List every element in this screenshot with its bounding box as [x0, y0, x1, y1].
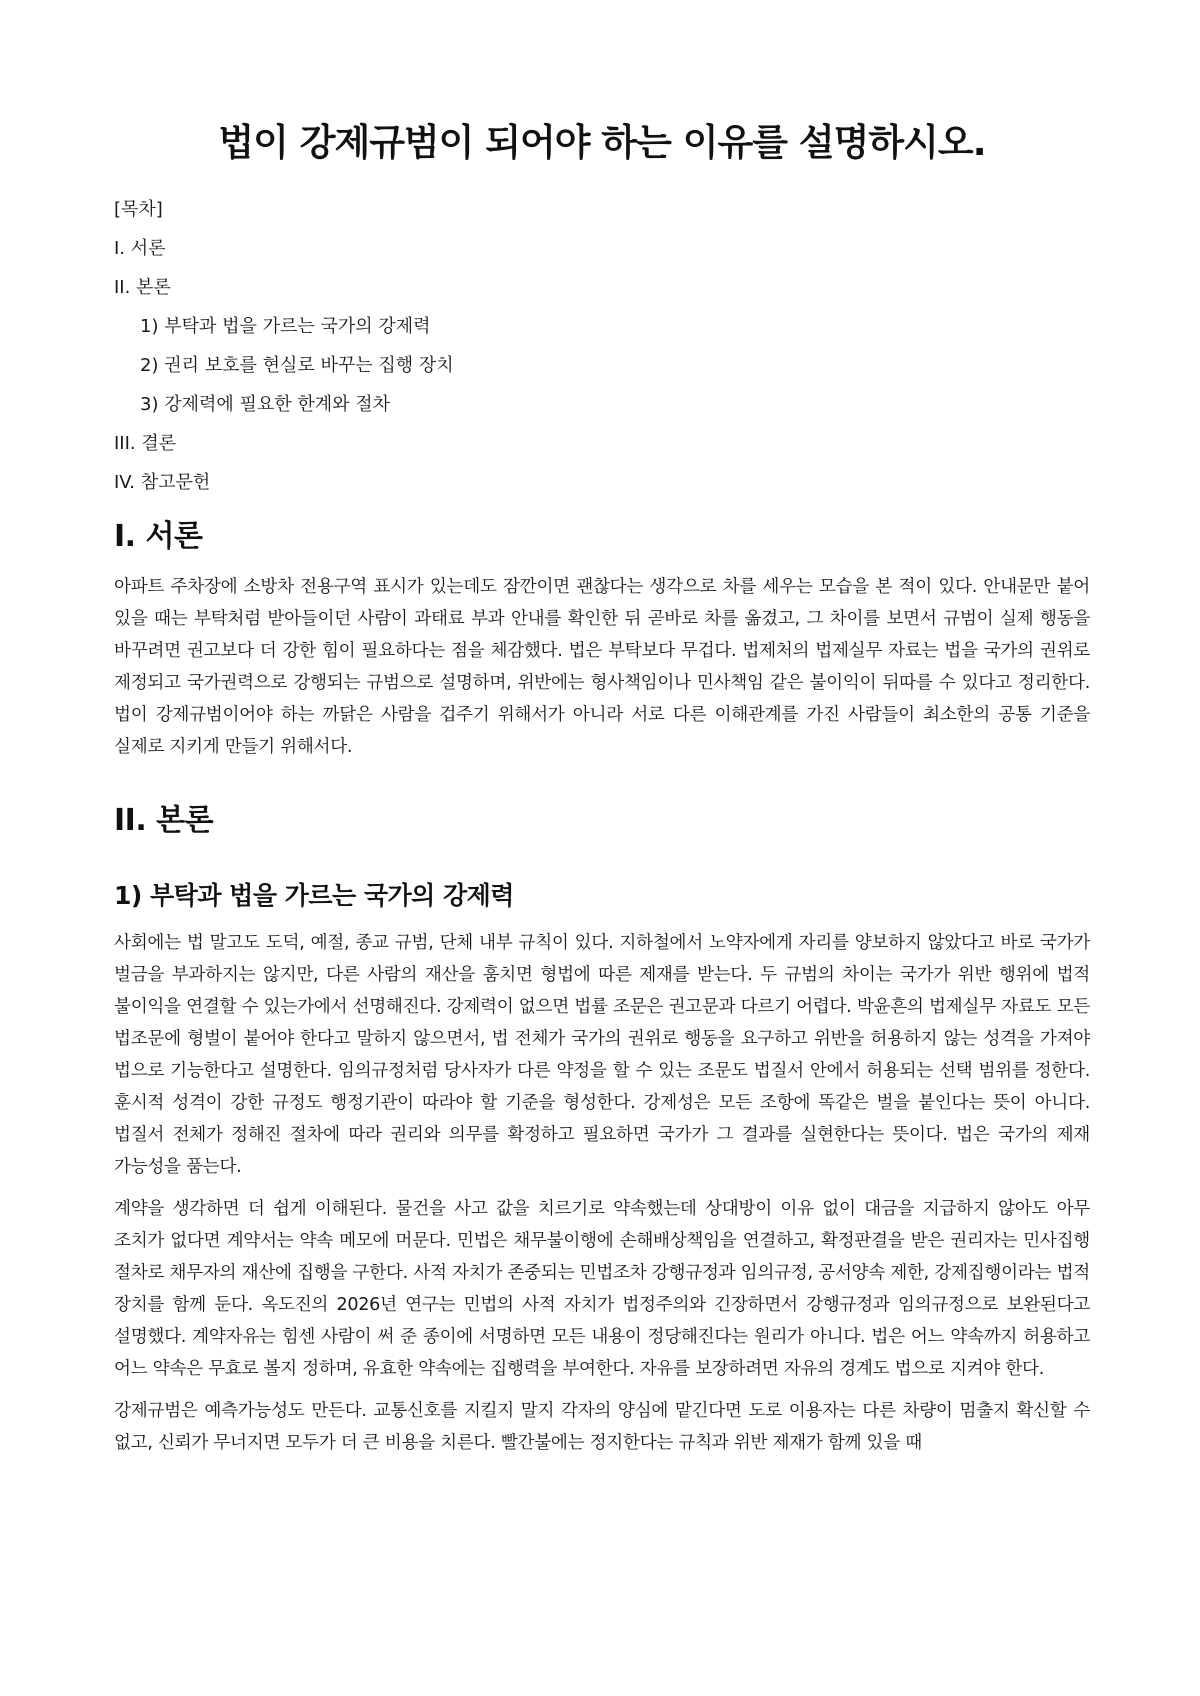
table-of-contents	[114, 198, 1090, 495]
toc-item-body-1: 1) 부탁과 법을 가르는 국가의 강제력	[140, 316, 431, 337]
section-heading-introduction: I. 서론	[114, 519, 203, 554]
body-paragraph-1: 사회에는 법 말고도 도덕, 예절, 종교 규범, 단체 내부 규칙이 있다. 지하철에서 노약자에게 자리를 양보하지 않았다고 바로 국가가 벌금을 부과하지는 않지만, 다른 사람의 재산을 훔치면 형법에 따른 제재를 받는다. 두 규범의 차이는 국가가 위반 행위에 법적 불이익을 연결할 수 있는가에서 선명해진다. 강제력이 없으면 법률 조문은 권고문과 다르기 어렵다. 박윤흔의 법제실무 자료도 모든 법조문에 형벌이 붙어야 한다고 말하지 않으면서, 법 전체가 국가의 권위로 행동을 요구하고 위반을 허용하지 않는 성격을 가져야 법으로 기능한다고 설명한다. 임의규정처럼 당사자가 다른 약정을 할 수 있는 조문도 법질서 안에서 허용되는 선택 범위를 정한다. 훈시적 성격이 강한 규정도 행정기관이 따라야 할 기준을 형성한다. 강제성은 모든 조항에 똑같은 벌을 붙인다는 뜻이 아니다. 법질서 전체가 정해진 절차에 따라 권리와 의무를 확정하고 필요하면 국가가 그 결과를 실현한다는 뜻이다. 법은 국가의 제재 가능성을 품는다.	[114, 933, 1090, 1177]
toc-item-body: II. 본론	[114, 277, 171, 298]
toc-item-body-3: 3) 강제력에 필요한 한계와 절차	[140, 394, 391, 415]
toc-heading: [목차]	[114, 199, 163, 220]
toc-item-conclusion: III. 결론	[114, 433, 177, 454]
toc-item-body-2: 2) 권리 보호를 현실로 바꾸는 집행 장치	[140, 355, 454, 376]
toc-item-references: IV. 참고문헌	[114, 472, 211, 493]
section-heading-body: II. 본론	[114, 803, 214, 838]
subsection-heading-1: 1) 부탁과 법을 가르는 국가의 강제력	[114, 881, 514, 910]
body-paragraph-3: 강제규범은 예측가능성도 만든다. 교통신호를 지킬지 말지 각자의 양심에 맡긴다면 도로 이용자는 다른 차량이 멈출지 확신할 수 없고, 신뢰가 무너지면 모두가 더 큰 비용을 치른다. 빨간불에는 정지한다는 규칙과 위반 제재가 함께 있을 때	[114, 1401, 1090, 1453]
body-paragraph-2: 계약을 생각하면 더 쉽게 이해된다. 물건을 사고 값을 치르기로 약속했는데 상대방이 이유 없이 대금을 지급하지 않아도 아무 조치가 없다면 계약서는 약속 메모에 머문다. 민법은 채무불이행에 손해배상책임을 연결하고, 확정판결을 받은 권리자는 민사집행 절차로 채무자의 재산에 집행을 구한다. 사적 자치가 존중되는 민법조차 강행규정과 임의규정, 공서양속 제한, 강제집행이라는 법적 장치를 함께 둔다. 옥도진의 2026년 연구는 민법의 사적 자치가 법정주의와 긴장하면서 강행규정과 임의규정으로 보완된다고 설명했다. 계약자유는 힘센 사람이 써 준 종이에 서명하면 모든 내용이 정당해진다는 원리가 아니다. 법은 어느 약속까지 허용하고 어느 약속은 무효로 볼지 정하며, 유효한 약속에는 집행력을 부여한다. 자유를 보장하려면 자유의 경계도 법으로 지켜야 한다.	[114, 1199, 1090, 1379]
toc-item-introduction: I. 서론	[114, 238, 166, 259]
document-title: 법이 강제규범이 되어야 하는 이유를 설명하시오.	[218, 121, 986, 164]
introduction-paragraph: 아파트 주차장에 소방차 전용구역 표시가 있는데도 잠깐이면 괜찮다는 생각으로 차를 세우는 모습을 본 적이 있다. 안내문만 붙어 있을 때는 부탁처럼 받아들이던 사람이 과태료 부과 안내를 확인한 뒤 곧바로 차를 옮겼고, 그 차이를 보면서 규범이 실제 행동을 바꾸려면 권고보다 더 강한 힘이 필요하다는 점을 체감했다. 법은 부탁보다 무겁다. 법제처의 법제실무 자료는 법을 국가의 권위로 제정되고 국가권력으로 강행되는 규범으로 설명하며, 위반에는 형사책임이나 민사책임 같은 불이익이 뒤따를 수 있다고 정리한다. 법이 강제규범이어야 하는 까닭은 사람을 겁주기 위해서가 아니라 서로 다른 이해관계를 가진 사람들이 최소한의 공통 기준을 실제로 지키게 만들기 위해서다.	[114, 577, 1090, 757]
